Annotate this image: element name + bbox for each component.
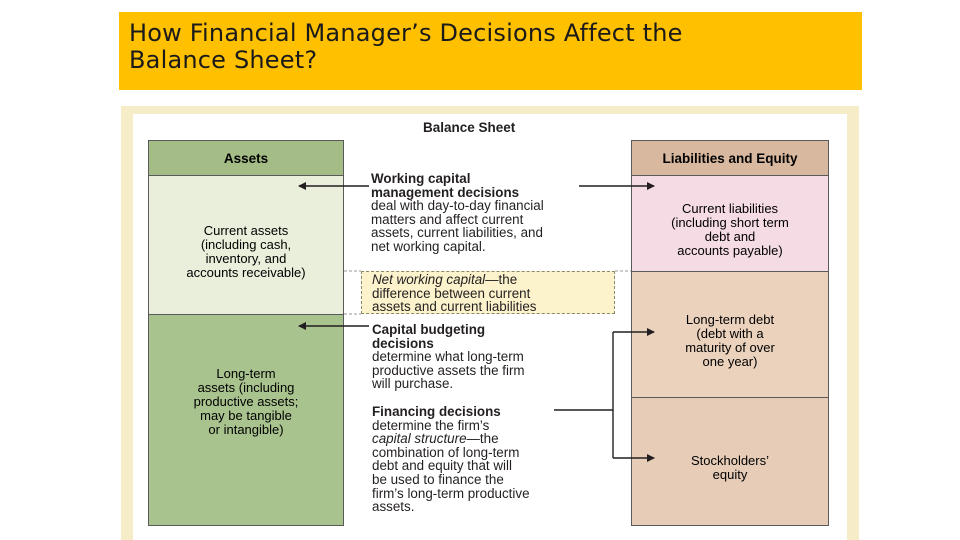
slide-title-line-1: How Financial Manager’s Decisions Affect the xyxy=(129,19,683,47)
working-capital-title-line: management decisions xyxy=(371,184,520,200)
net-working-capital-body-line: assets and current liabilities xyxy=(372,299,537,315)
net-working-capital-term: Net working capital xyxy=(372,272,486,287)
current-liabilities-line: accounts payable) xyxy=(677,243,783,258)
capital-budgeting-title-line: decisions xyxy=(372,335,434,351)
long-term-assets-line: may be tangible xyxy=(200,408,292,423)
balance-sheet-figure-frame xyxy=(121,106,859,540)
stockholders-equity-line: equity xyxy=(712,467,748,482)
long-term-assets-line: productive assets; xyxy=(193,394,299,409)
long-term-assets-line: Long-term xyxy=(216,366,276,381)
working-capital-body-line: net working capital. xyxy=(371,238,486,254)
capital-structure-term: capital structure xyxy=(372,431,467,447)
net-working-capital-body-line: difference between current xyxy=(372,285,531,301)
current-liabilities-line: (including short term xyxy=(671,215,789,230)
long-term-debt-line: Long-term debt xyxy=(685,312,775,327)
capital-budgeting-body-line: determine what long-term xyxy=(372,349,524,365)
financing-body-line: firm’s long-term productive xyxy=(372,485,530,501)
capital-budgeting-title-line: Capital budgeting xyxy=(372,322,486,337)
capital-structure-dash: —the xyxy=(466,431,499,447)
slide-title-line-2: Balance Sheet? xyxy=(129,46,318,74)
current-liabilities-line: Current liabilities xyxy=(681,201,779,216)
long-term-debt-line: maturity of over xyxy=(685,340,775,355)
net-working-capital-dash: —the xyxy=(485,272,518,287)
current-liabilities-line: debt and xyxy=(704,229,756,244)
working-capital-body-line: matters and affect current xyxy=(371,211,524,227)
current-assets-line: (including cash, xyxy=(200,237,292,252)
figure-caption: Balance Sheet xyxy=(423,120,516,135)
current-assets-line: Current assets xyxy=(203,223,289,238)
financing-body-line: combination of long-term xyxy=(372,444,520,460)
working-capital-body-line: deal with day-to-day financial xyxy=(371,198,544,214)
long-term-assets-line: assets (including xyxy=(197,380,295,395)
current-assets-line: inventory, and xyxy=(205,251,287,266)
slide-title-bar xyxy=(119,12,862,90)
stockholders-equity-line: Stockholders’ xyxy=(690,453,770,468)
financing-body-line: assets. xyxy=(372,499,415,515)
financing-body-line: determine the firm’s xyxy=(372,417,490,433)
capital-budgeting-body-line: will purchase. xyxy=(372,376,454,392)
long-term-debt-line: (debt with a xyxy=(696,326,764,341)
liabilities-equity-header-label: Liabilities and Equity xyxy=(662,151,798,166)
working-capital-body-line: assets, current liabilities, and xyxy=(371,225,543,241)
capital-budgeting-body-line: productive assets the firm xyxy=(372,362,525,378)
financing-body-line: be used to finance the xyxy=(372,471,504,487)
working-capital-title-line: Working capital xyxy=(371,171,471,186)
long-term-debt-line: one year) xyxy=(702,354,758,369)
financing-connector xyxy=(554,332,613,410)
long-term-assets-line: or intangible) xyxy=(208,422,284,437)
financing-title: Financing decisions xyxy=(372,404,501,419)
decision-arrows xyxy=(133,114,847,540)
financing-body-line: debt and equity that will xyxy=(372,458,512,474)
assets-header-label: Assets xyxy=(223,151,269,166)
balance-sheet-figure xyxy=(133,114,847,540)
current-assets-line: accounts receivable) xyxy=(186,265,306,280)
